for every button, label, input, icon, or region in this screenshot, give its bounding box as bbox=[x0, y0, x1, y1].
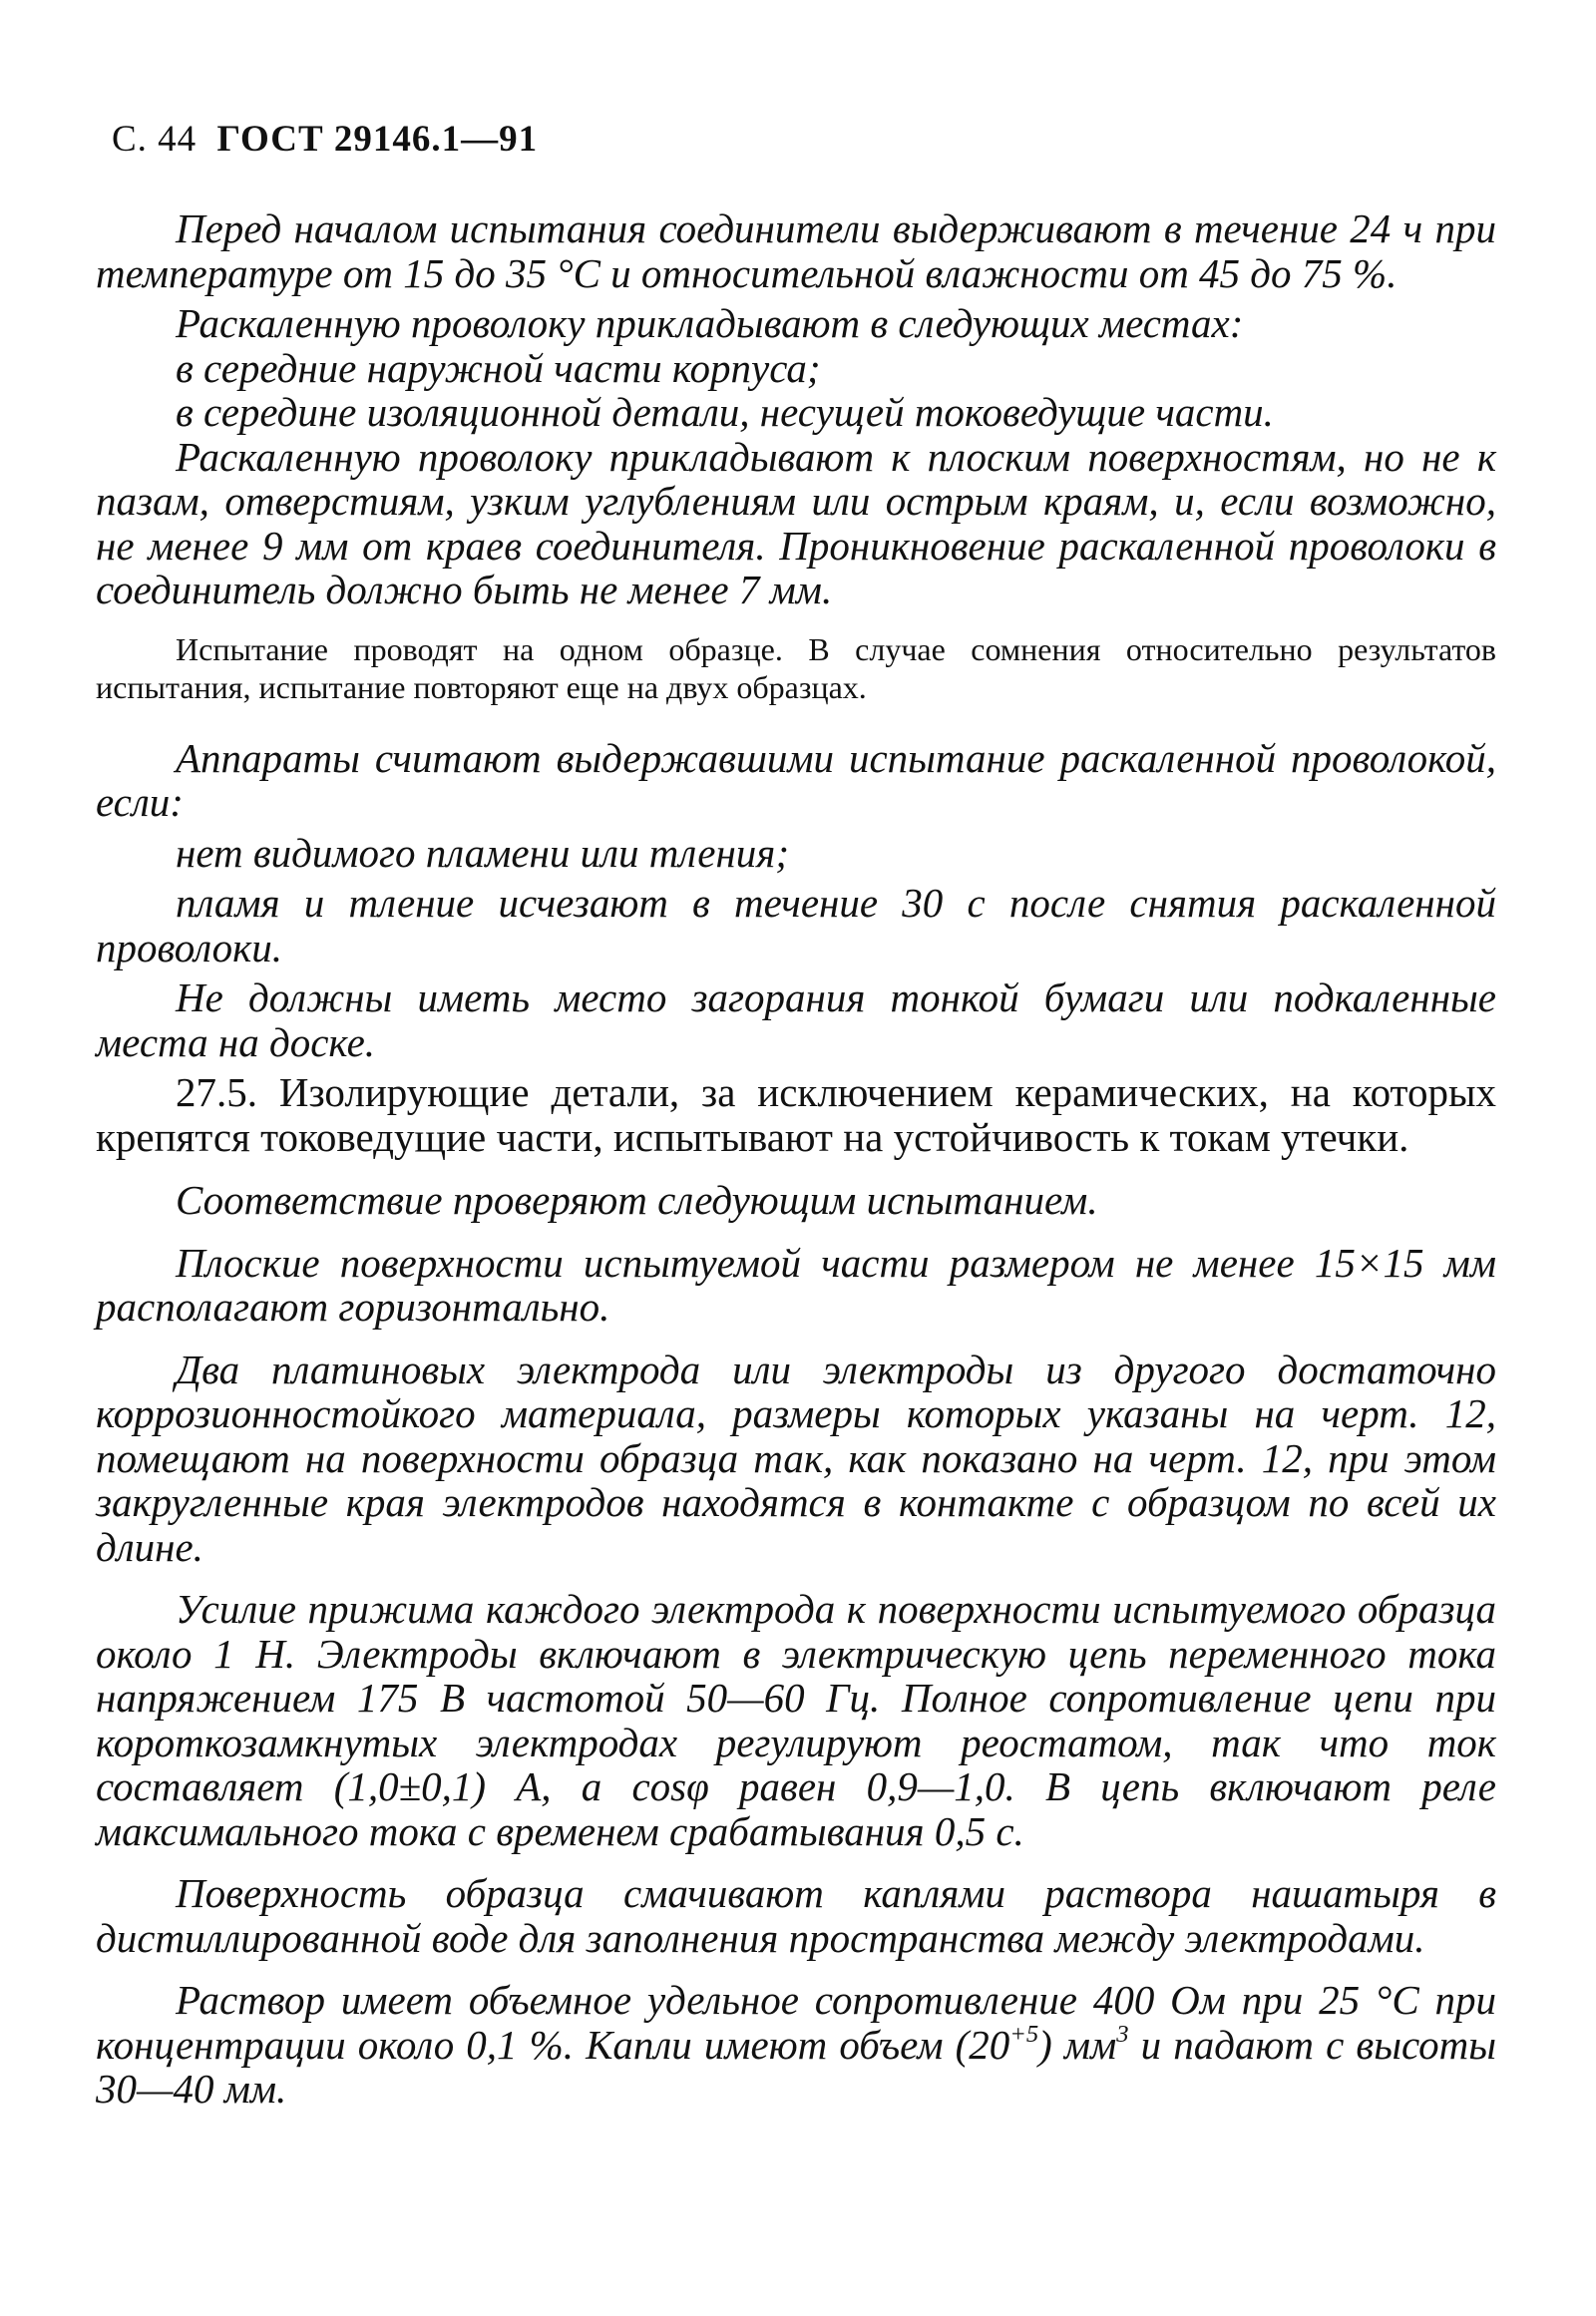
paragraph: Соответствие проверяют следующим испытанием. bbox=[176, 1177, 1098, 1223]
list-item: пламя и тление исчезают в течение 30 с после снятия раскаленной проволоки. bbox=[96, 880, 1496, 970]
paragraph: Усилие прижима каждого электрода к поверхности испытуемого образца около 1 Н. Электроды включают в электрическую цепь переменного тока напряжением 175 В частотой 50—60 Гц. Полное сопротивление цепи при короткозамкнутых электродах регулируют реостатом, так что ток составляет (1,0±0,1) А, а cosφ равен 0,9—1,0. В цепь включают реле максимального тока с временем срабатывания 0,5 с. bbox=[96, 1586, 1496, 1854]
paragraph: Раскаленную проволоку прикладывают в следующих местах: bbox=[176, 300, 1244, 346]
drop-height-text: и падают с высоты 30—40 мм. bbox=[96, 2021, 1497, 2112]
list-item: нет видимого пламени или тления; bbox=[176, 829, 790, 876]
tolerance-superscript: +5 bbox=[1009, 2020, 1039, 2048]
page-header bbox=[112, 118, 1496, 161]
document-body bbox=[96, 206, 1496, 2112]
paragraph: Перед началом испытания соединители выдерживают в течение 24 ч при температуре от 15 до 35 °С и относительной влажности от 45 до 75 %. bbox=[96, 205, 1496, 296]
list-item: в середине изоляционной детали, несущей токоведущие части. bbox=[176, 389, 1274, 435]
page-number: С. 44 bbox=[112, 119, 198, 160]
standard-number: ГОСТ 29146.1—91 bbox=[216, 119, 539, 160]
paragraph: Раскаленную проволоку прикладывают к плоским поверхностям, но не к пазам, отверстиям, узким углублениям или острым краям, и, если возможно, не менее 9 мм от краев соединителя. Проникновение раскаленной проволоки в соединитель должно быть не менее 7 мм. bbox=[96, 433, 1496, 612]
paragraph: Не должны иметь место загорания тонкой бумаги или подкаленные места на доске. bbox=[96, 974, 1496, 1065]
paragraph bbox=[96, 1978, 1496, 2112]
drop-volume: $(20^{+5})$ $мм^3$ bbox=[955, 2020, 1129, 2068]
paragraph: Плоские поверхности испытуемой части размером не менее 15×15 мм располагают горизонтально. bbox=[96, 1239, 1496, 1330]
paragraph: Два платиновых электрода или электроды из другого достаточно коррозионностойкого материала, размеры которых указаны на черт. 12, помещают на поверхности образца так, как показано на черт. 12, при этом закругленные края электродов находятся в контакте с образцом по всей их длине. bbox=[96, 1346, 1496, 1570]
paragraph: Поверхность образца смачивают каплями раствора нашатыря в дистиллированной воде для заполнения пространства между электродами. bbox=[96, 1870, 1496, 1961]
clause-27-5: 27.5. Изолирующие детали, за исключением керамических, на которых крепятся токоведущие части, испытывают на устойчивость к токам утечки. bbox=[96, 1069, 1496, 1160]
paragraph: Аппараты считают выдержавшими испытание раскаленной проволокой, если: bbox=[96, 734, 1496, 825]
note-paragraph: Испытание проводят на одном образце. В случае сомнения относительно результатов испытания, испытание повторяют еще на двух образцах. bbox=[96, 630, 1496, 705]
cubic-superscript: 3 bbox=[1116, 2020, 1129, 2048]
list-item: в середние наружной части корпуса; bbox=[176, 344, 821, 391]
paragraph-text: Раствор имеет объемное удельное сопротивление 400 Ом при 25 °С при концентрации около 0,1 %. Капли имеют объем bbox=[96, 1977, 1496, 2068]
